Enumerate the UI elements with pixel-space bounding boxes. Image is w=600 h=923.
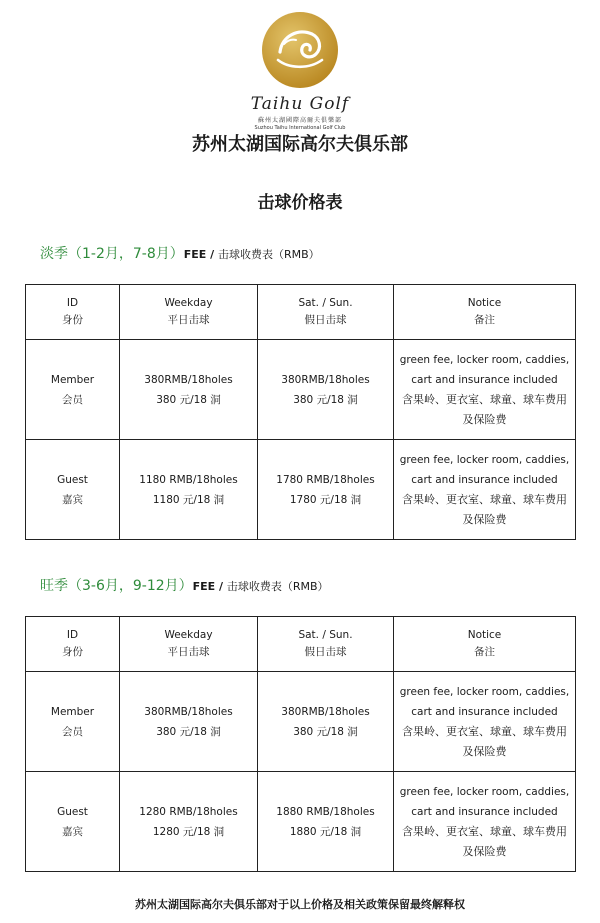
cell-id: Member 会员 xyxy=(26,340,120,440)
season-heading-low xyxy=(40,243,320,263)
header-id: ID 身份 xyxy=(26,285,120,340)
club-logo xyxy=(0,8,600,131)
cell-notice: green fee, locker room, caddies, cart and insurance included 含果岭、更衣室、球童、球车费用及保险费 xyxy=(394,340,576,440)
header-weekend: Sat. / Sun. 假日击球 xyxy=(258,285,394,340)
season-name: 旺季（3-6月，9-12月） xyxy=(40,578,193,594)
cell-weekday-price: 380RMB/18holes 380 元/18 洞 xyxy=(120,672,258,772)
table-row xyxy=(26,672,576,772)
header-weekday: Weekday 平日击球 xyxy=(120,617,258,672)
table-header-row xyxy=(26,617,576,672)
table-header-row xyxy=(26,285,576,340)
cell-id: Guest 嘉宾 xyxy=(26,440,120,540)
cell-id: Guest 嘉宾 xyxy=(26,772,120,872)
season-name: 淡季（1-2月，7-8月） xyxy=(40,246,184,262)
fee-label: FEE / 击球收费表（RMB） xyxy=(183,248,320,261)
club-name: 苏州太湖国际高尔夫俱乐部 xyxy=(192,134,408,155)
cell-notice: green fee, locker room, caddies, cart and insurance included 含果岭、更衣室、球童、球车费用及保险费 xyxy=(394,440,576,540)
cell-weekday-price: 1180 RMB/18holes 1180 元/18 洞 xyxy=(120,440,258,540)
brand-name-cn: 蘇州太湖國際高爾夫俱樂部 xyxy=(257,117,342,124)
cell-weekend-price: 380RMB/18holes 380 元/18 洞 xyxy=(258,672,394,772)
table-row xyxy=(26,440,576,540)
table-row xyxy=(26,340,576,440)
header-notice: Notice 备注 xyxy=(394,285,576,340)
disclaimer-footer: 苏州太湖国际高尔夫俱乐部对于以上价格及相关政策保留最终解释权 xyxy=(135,898,465,911)
season-heading-peak xyxy=(40,575,329,595)
brand-name-en: Suzhou Taihu International Golf Club xyxy=(254,125,346,131)
cell-notice: green fee, locker room, caddies, cart and insurance included 含果岭、更衣室、球童、球车费用及保险费 xyxy=(394,772,576,872)
header-weekend: Sat. / Sun. 假日击球 xyxy=(258,617,394,672)
header-id: ID 身份 xyxy=(26,617,120,672)
brand-name: Taihu Golf xyxy=(250,94,350,114)
cell-notice: green fee, locker room, caddies, cart and insurance included 含果岭、更衣室、球童、球车费用及保险费 xyxy=(394,672,576,772)
cell-weekend-price: 380RMB/18holes 380 元/18 洞 xyxy=(258,340,394,440)
fee-label: FEE / 击球收费表（RMB） xyxy=(192,580,329,593)
document-title: 击球价格表 xyxy=(257,193,343,213)
header-notice: Notice 备注 xyxy=(394,617,576,672)
cell-id: Member 会员 xyxy=(26,672,120,772)
golf-club-emblem-icon xyxy=(258,8,342,92)
cell-weekend-price: 1880 RMB/18holes 1880 元/18 洞 xyxy=(258,772,394,872)
price-table-low-season xyxy=(25,284,576,540)
header-weekday: Weekday 平日击球 xyxy=(120,285,258,340)
table-row xyxy=(26,772,576,872)
cell-weekend-price: 1780 RMB/18holes 1780 元/18 洞 xyxy=(258,440,394,540)
cell-weekday-price: 1280 RMB/18holes 1280 元/18 洞 xyxy=(120,772,258,872)
price-table-peak-season xyxy=(25,616,576,872)
cell-weekday-price: 380RMB/18holes 380 元/18 洞 xyxy=(120,340,258,440)
